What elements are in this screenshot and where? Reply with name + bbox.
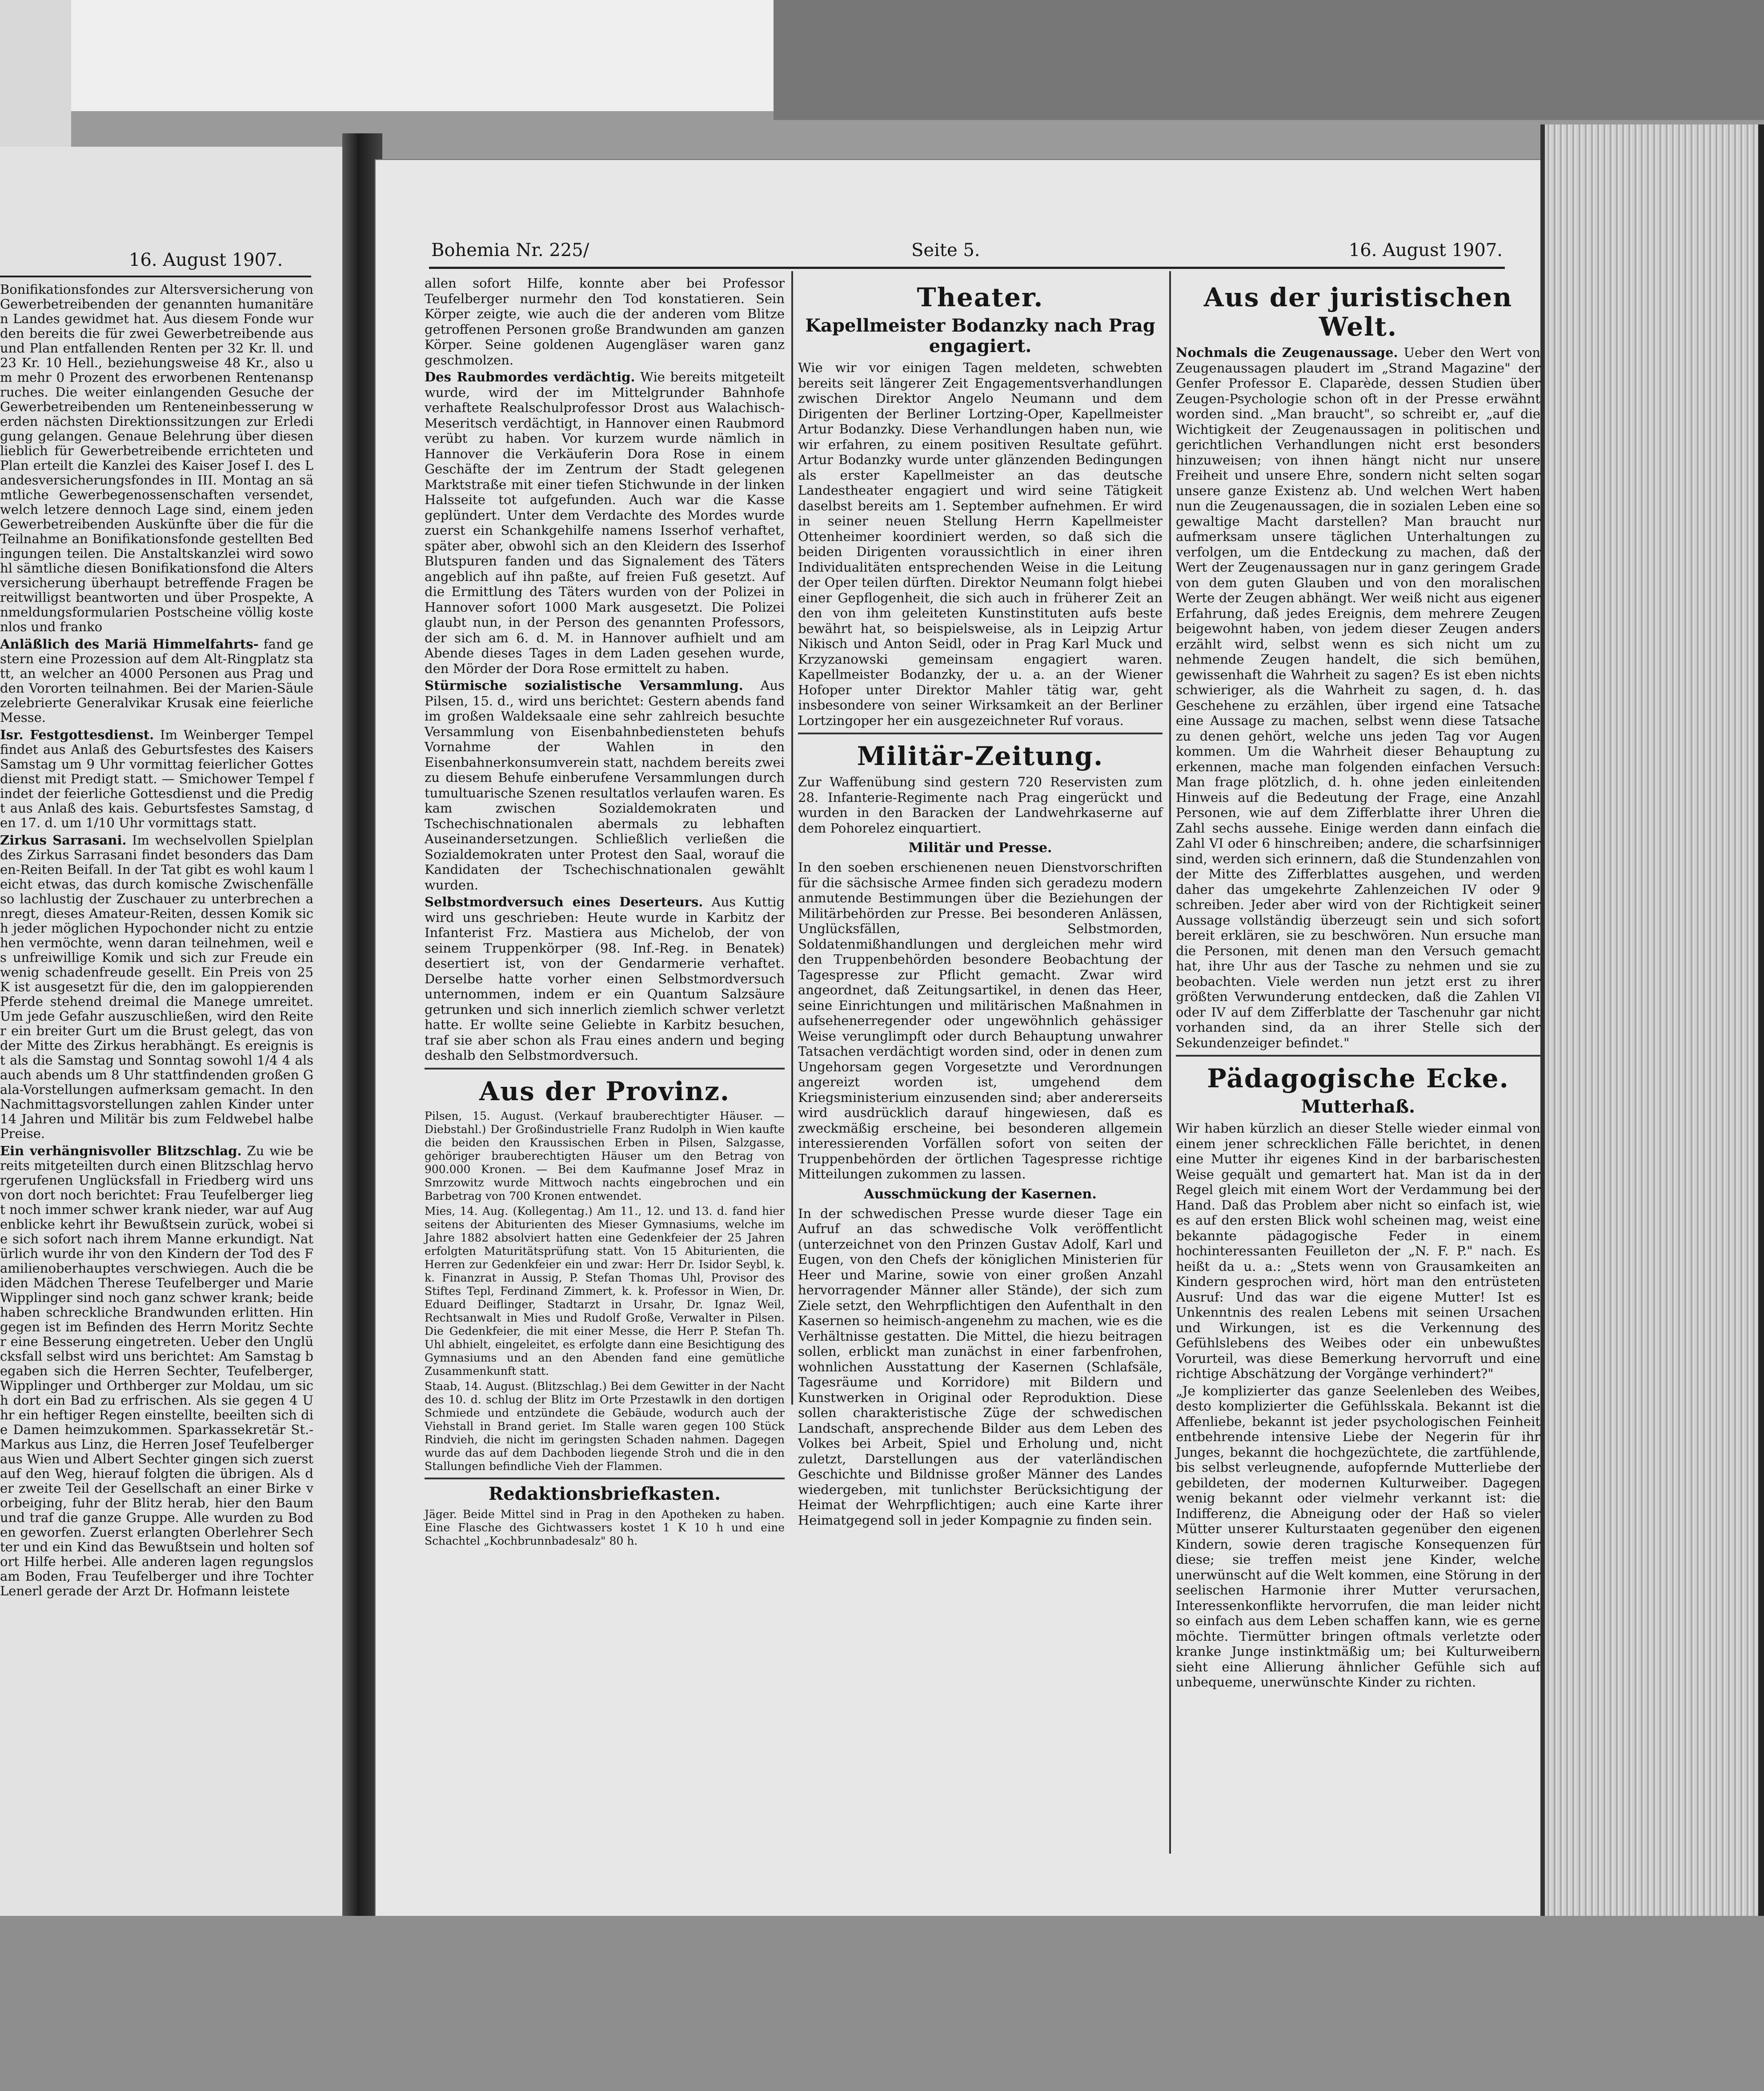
left-page xyxy=(0,147,349,1916)
section-heading: Redaktionsbriefkasten. xyxy=(488,1483,721,1504)
article: Wie wir vor einigen Tagen meldeten, schwebten bereits seit längerer Zeit Engagementsverhandlungen zwischen Direktor Angelo Neumann und dem Dirigenten der Berliner Lortzing-Oper, Kapellmeister Artur Bodanzky. Diese Verhandlungen haben nun, wie wir erfahren, zu einem positiven Resultate geführt. Artur Bodanzky wurde unter glänzenden Bedingungen als erster Kapellmeister an das deutsche Landestheater engagiert und wird seine Tätigkeit daselbst bereits am 1. September aufnehmen. Er wird in seiner neuen Stellung Herrn Kapellmeister Ottenheimer koordiniert werden, so daß sich die beiden Dirigenten voraussichtlich in einer ihren Individualitäten entsprechenden Weise in die Leitung der Oper teilen dürften. Direktor Neumann folgt hiebei einer Gepflogenheit, die sich auch in früherer Zeit an den von ihm geleiteten Kunstinstituten aufs beste bewährt hat, so beispielsweise, als in Leipzig Artur Nikisch und Anton Seidl, oder in Prag Karl Muck und Krzyzanowski gemeinsam engagiert waren. Kapellmeister Bodanzky, der u. a. an der Wiener Hofoper unter Direktor Mahler tätig war, geht insbesondere von seiner Wirksamkeit an der Berliner Lortzingoper her ein ausgezeichneter Ruf voraus. xyxy=(798,360,1163,728)
paragraph: Ein verhängnisvoller Blitzschlag. Zu wie bereits mitgeteilten durch einen Blitzschlag hervorgerufenen Unglücksfall in Friedberg wird uns von dort noch berichtet: Frau Teufelberger liegt noch immer schwer krank nieder, war auf Augenblicke kehrt ihr Bewußtsein zurück, wobei sie sich sofort nach ihrem Manne erkundigt. Natürlich wurde ihr von den Kindern der Tod des Familienoberhauptes verschwiegen. Auch die beiden Mädchen Therese Teufelberger und Marie Wipplinger sind noch ganz schwer krank; beide haben schreckliche Brandwunden erlitten. Hingegen ist im Befinden des Herrn Moritz Sechter eine Besserung eingetreten. Ueber den Unglücksfall selbst wird uns berichtet: Am Samstag begaben sich die Herren Sechter, Teufelberger, Wipplinger und Orthberger zur Moldau, um sich dort ein Bad zu erfrischen. Als sie gegen 4 Uhr ein heftiger Regen einstellte, beeilten sich die Damen heimzukommen. Sparkassekretär St.-Markus aus Linz, die Herren Josef Teufelberger aus Wien und Albert Sechter gingen sich zuerst auf den Weg, hierauf folgten die übrigen. Als der zweite Teil der Gesellschaft an einer Birke vorbeiging, fuhr der Blitz herab, hier den Baum und traf die ganze Gruppe. Alle wurden zu Boden geworfen. Zuerst erlangten Oberlehrer Sechter und ein Kind das Bewußtsein und holten sofort Hilfe herbei. Alle anderen lagen regungslos am Boden, Frau Teufelberger und ihre Tochter Lenerl gerade der Arzt Dr. Hofmann leistete xyxy=(0,1143,313,1598)
article: Staab, 14. August. (Blitzschlag.) Bei dem Gewitter in der Nacht des 10. d. schlug der Blitz im Orte Przestawlk in den dortigen Schmiede und entzündete die Gebäude, wodurch auch der Viehstall in Brand geriet. Im Stalle waren gegen 100 Stück Rindvieh, die nicht im geringsten Schaden nahmen. Dagegen wurde das auf dem Dachboden liegende Stroh und die in den Stallungen befindliche Vieh der Flammen. xyxy=(425,1379,785,1473)
article-heading: Nochmals die Zeugenaussage. xyxy=(1176,345,1398,360)
article-heading: Selbstmordversuch eines Deserteurs. xyxy=(425,894,703,909)
article-title: Ausschmückung der Kasernen. xyxy=(864,1186,1097,1202)
section-rule xyxy=(1176,1055,1540,1057)
article: Nochmals die Zeugenaussage. Ueber den Wert von Zeugenaussagen plaudert im „Strand Magazine" der Genfer Professor E. Claparède, dessen Studien über Zeugen-Psychologie schon oft in der Presse erwähnt worden sind. „Man braucht", so schreibt er, „auf die Wichtigkeit der Zeugenaussagen in politischen und gerichtlichen Verhandlungen nicht erst besonders hinzuweisen; von ihnen hängt nicht nur unsere Freiheit und unsere Ehre, sondern nicht selten sogar unsere ganze Existenz ab. Und welchen Wert haben nun die Zeugenaussagen, die in sozialen Leben eine so gewaltige Macht darstellen? Man braucht nur aufmerksam unsere täglichen Unterhaltungen zu verfolgen, um die Entdeckung zu machen, daß der Wert der Zeugenaussagen nur in ganz geringem Grade von dem guten Glauben und von den moralischen Werte der Zeugen abhängt. Wer weiß nicht aus eigener Erfahrung, daß jedes Ereignis, dem mehrere Zeugen beigewohnt haben, von jedem dieser Zeugen anders erzählt wird, selbst wenn es sich nicht um zu nehmende Zeugen handelt, die sich bemühen, gewissenhaft die Wahrheit zu sagen? Es ist eben nichts schwieriger, als die Wahrheit zu sagen, d. h. das Geschehene zu erzählen, über irgend eine Tatsache eine Aussage zu machen, selbst wenn diese Tatsache zu denen gehört, welche uns jeden Tag vor Augen kommen. Um die Wahrheit dieser Behauptung zu erkennen, mache man folgenden einfachen Versuch: Man frage plötzlich, d. h. ohne jeden einleitenden Hinweis auf die Bedeutung der Frage, eine Anzahl Personen, wie auf dem Zifferblatte ihrer Uhren die Zahl sechs aussehe. Einige werden dann einfach die Zahl VI oder 6 hinschreiben; andere, die scharfsinniger sind, werden sich erinnern, daß die Stundenzahlen von der Mitte des Zifferblattes ausgehen, und werden daher das umgekehrte Zahlenzeichen IV oder 9 schreiben. Jeder aber wird von der Richtigkeit seiner Aussage vollständig überzeugt sein und sich sofort bereit erklären, sie zu beschwören. Nun ersuche man die Personen, mit denen man den Versuch gemacht hat, ihre Uhr aus der Tasche zu nehmen und sie zu beobachten. Viele werden nun jetzt erst zu ihrer größten Verwunderung entdecken, daß die Zahlen VI oder IV auf dem Zifferblatte der Taschenuhr gar nicht vorhanden sind, da an ihrer Stelle sich der Sekundenzeiger befindet." xyxy=(1176,345,1540,1050)
section-heading: Aus der juristischen Welt. xyxy=(1203,282,1513,342)
left-page-column xyxy=(0,282,313,1601)
column-3 xyxy=(1176,276,1540,1692)
paragraph: Anläßlich des Mariä Himmelfahrts- fand gestern eine Prozession auf dem Alt-Ringplatz statt, an welcher an 4000 Personen aus Prag und den Vororten teilnahmen. Bei der Marien-Säule zelebrierte Generalvikar Krusak eine feierliche Messe. xyxy=(0,637,314,725)
column-1 xyxy=(425,276,785,1550)
article-title: Mutterhaß. xyxy=(1301,1096,1415,1117)
background xyxy=(71,0,774,111)
section-rule xyxy=(425,1068,785,1070)
article-title: Kapellmeister Bodanzky nach Prag engagiert. xyxy=(805,315,1155,357)
article: Jäger. Beide Mittel sind in Prag in den Apotheken zu haben. Eine Flasche des Gichtwassers kostet 1 K 10 h und eine Schachtel „Kochbrunnbadesalz" 80 h. xyxy=(425,1507,785,1547)
newspaper-page xyxy=(376,160,1540,1947)
header-rule xyxy=(429,267,1505,269)
book-page-edges xyxy=(1540,124,1764,1947)
article: „Je komplizierter das ganze Seelenleben des Weibes, desto komplizierter die Gefühlsskala. Bekannt ist die Affenliebe, bekannt ist jeder psychologischen Feinheit entbehrende intensive Liebe der Negerin für ihr Junges, bekannt die hochgezüchtete, die zartfühlende, bis selbst verleugnende, aufopfernde Mutterliebe der gebildeten, der modernen Kulturweiber. Dagegen wenig bekannt oder vielmehr verkannt ist: die Indifferenz, die Abneigung oder der Haß so vieler Mütter unserer Kulturstaaten gegenüber den eigenen Kindern, sowie deren tragische Konsequenzen für diese; sie treffen meist jene Kinder, welche unerwünscht auf die Welt kommen, eine Störung in der seelischen Harmonie ihrer Mutter verursachen, Interessenkonflikte hervorrufen, die man leider nicht so einfach aus dem Leben schaffen kann, wie es gerne möchte. Tiermütter bringen oftmals verletzte oder kranke Junge instinktmäßig um; bei Kulturweibern sieht eine Allierung ähnlicher Gefühle sich auf unbequeme, unerwünschte Kinder zu richten. xyxy=(1176,1383,1540,1690)
section-rule xyxy=(798,733,1163,734)
left-page-date: 16. August 1907. xyxy=(129,250,283,270)
section-heading: Pädagogische Ecke. xyxy=(1207,1063,1509,1094)
article: Zur Waffenübung sind gestern 720 Reservisten zum 28. Infanterie-Regimente nach Prag eingerückt und wurden in den Baracken der Landwehrkaserne auf dem Pohorelez einquartiert. xyxy=(798,774,1163,836)
paragraph: Zirkus Sarrasani. Im wechselvollen Spielplan des Zirkus Sarrasani findet besonders das Damen-Reiten Beifall. In der Tat gibt es wohl kaum leicht etwas, das durch komische Zwischenfälle so lachlustig der Zuschauer zu unterbrechen anregt, dieses Amateur-Reiten, dessen Komik sich jeder möglichen Hypochonder nicht zu entziehen vermöchte, wenn daran teilnehmen, weil es unfreiwillige Komik und sich zur Freude ein wenig schadenfreude gesellt. Ein Preis von 25 K ist ausgesetzt für die, den im galoppierenden Pferde stehend dreimal die Manege umreitet. Um jede Gefahr auszuschließen, wird den Reiter ein breiter Gurt um die Brust gelegt, das von der Mitte des Zirkus herabhängt. Es ereignis ist als die Samstag und Sonntag sowohl 1/4 4 als auch abends um 8 Uhr stattfindenden großen Gala-Vorstellungen aufmerksam gemacht. In den Nachmittagsvorstellungen zahlen Kinder unter 14 Jahren und Militär bis zum Feldwebel halbe Preise. xyxy=(0,833,314,1141)
column-2 xyxy=(798,276,1163,1530)
section-heading: Aus der Provinz. xyxy=(479,1076,730,1106)
header-rule xyxy=(0,276,311,277)
article: Mies, 14. Aug. (Kollegentag.) Am 11., 12. und 13. d. fand hier seitens der Abiturienten des Mieser Gymnasiums, welche im Jahre 1882 absolviert hatten eine Gedenkfeier der 25 Jahren erfolgten Maturitätsprüfung statt. Von 15 Abiturienten, die Herren zur Gedenkfeier ein und zwar: Herr Dr. Isidor Seybl, k. k. Finanzrat in Aussig, P. Stefan Thomas Uhl, Provisor des Stiftes Tepl, Ferdinand Zimmert, k. k. Professor in Wien, Dr. Eduard Deiflinger, Stadtarzt in Ursahr, Dr. Ignaz Weil, Rechtsanwalt in Mies und Rudolf Große, Verwalter in Pilsen. Die Gedenkfeier, die mit einer Messe, die Herr P. Stefan Th. Uhl abhielt, eingeleitet, es erfolgte dann eine Besichtigung des Gymnasiums und an den Abenden fand eine gemütliche Zusammenkunft statt. xyxy=(425,1204,785,1378)
page-date: 16. August 1907. xyxy=(1348,240,1503,260)
background xyxy=(0,1916,1764,2091)
article: Wir haben kürzlich an dieser Stelle wieder einmal von einem jener schrecklichen Fälle berichtet, in denen eine Mutter ihr eigenes Kind in der barbarischesten Weise gequält und gemartert hat. Man ist da in der Regel gleich mit einem Wort der Verdammung bei der Hand. Daß das Problem aber nicht so einfach ist, wie es auf den ersten Blick wohl scheinen mag, weist eine bekannte pädagogische Feder in einem hochinteressanten Feuilleton der „N. F. P." nach. Es heißt da u. a.: „Stets wenn von Grausamkeiten an Kindern gesprochen wird, hört man den entrüsteten Ausruf: Und das war die eigene Mutter! Ist es Unkenntnis des realen Lebens mit seinen Ursachen und Wirkungen, ist es die Verkennung des Gefühlslebens des Weibes oder ein unbewußtes Vorurteil, was diese Bemerkung hervorruft und eine richtige Abschätzung der Vorgänge verhindert?" xyxy=(1176,1121,1540,1381)
section-rule xyxy=(425,1478,785,1479)
paragraph: Bonifikationsfondes zur Altersversicherung von Gewerbetreibenden der genannten humanitären Landes gewidmet hat. Aus diesem Fonde wurden bereits die für zwei Gewerbetreibende aus und Plan entfallenden Renten per 32 Kr. ll. und 23 Kr. 10 Hell., beziehungsweise 48 Kr., also um mehr 0 Prozent des erworbenen Rentenanspruches. Die weiter einlangenden Gesuche der Gewerbetreibenden um Renteneinbesserung werden nächsten Direktionssitzungen zur Erledigung gelangen. Genaue Belehrung über diesen lieblich für Gewerbetreibende errichteten und Plan erteilt die Kanzlei des Kaiser Josef I. des Landesversicherungsfondes in III. Montag an sämtliche Gewerbegenossenschaften versendet, welch letzere dennoch Lage sind, einem jeden Gewerbetreibenden Auskünfte über die für die Teilnahme an Bonifikationsfonde gestellten Bedingungen teilen. Die Anstaltskanzlei wird sowohl sämtliche diesen Bonifikationsfond die Altersversicherung überhaupt betreffende Fragen bereitwilligst beantworten und über Prospekte, Anmeldungsformularien Postscheine völlig kostenlos und franko xyxy=(0,282,313,634)
article: In der schwedischen Presse wurde dieser Tage ein Aufruf an das schwedische Volk veröffentlicht (unterzeichnet von den Prinzen Gustav Adolf, Karl und Eugen, von den Chefs der königlichen Ministerien für Heer und Marine, sowie von einer großen Anzahl hervorragender Männer aller Stände), der sich zum Ziele setzt, den Wehrpflichtigen den Aufenthalt in den Kasernen so heimisch-angenehm zu machen, wie es die Verhältnisse gestatten. Die Mittel, die hiezu beitragen sollen, erblickt man zunächst in einer farbenfrohen, wohnlichen Ausstattung der Kasernen (Schlafsäle, Tagesräume und Korridore) mit Bildern und Kunstwerken in Original oder Reproduktion. Diese sollen charakteristische Züge der schwedischen Landschaft, ansprechende Bilder aus dem Leben des Volkes bei Arbeit, Spiel und Erholung und, nicht zuletzt, Darstellungen aus der vaterländischen Geschichte und Bildnisse großer Männer des Landes wiedergeben, mit tunlichster Berücksichtigung der Heimat der Wehrpflichtigen; auch eine Karte ihrer Heimatgegend soll in jeder Kompagnie zu finden sein. xyxy=(798,1206,1163,1528)
article: In den soeben erschienenen neuen Dienstvorschriften für die sächsische Armee finden sich geradezu modern anmutende Bestimmungen über die Beziehungen der Militärbehörden zur Presse. Bei besonderen Anlässen, Unglücksfällen, Selbstmorden, Soldatenmißhandlungen und dergleichen mehr wird den Truppenbehörden besondere Beobachtung der Tagespresse zur Pflicht gemacht. Zwar wird angeordnet, daß Zeitungsartikel, in denen das Heer, seine Einrichtungen und militärischen Maßnahmen in aufsehenerregender oder ungewöhnlich gehässiger Weise verunglimpft oder durch Behauptung unwahrer Tatsachen verdächtigt worden sind, oder in denen zum Ungehorsam gegen Vorgesetzte und Verordnungen angereizt worden ist, umgehend dem Kriegsministerium einzusenden sind; aber andererseits wird ausdrücklich darauf hingewiesen, daß es zweckmäßig erscheine, bei besonderen allgemein interessierenden Vorfällen sofort von seiten der Truppenbehörden der örtlichen Tagespresse richtige Mitteilungen zukommen zu lassen. xyxy=(798,860,1163,1182)
page-number: Seite 5. xyxy=(911,240,980,260)
column-rule xyxy=(791,271,793,1405)
article-heading: Stürmische sozialistische Versammlung. xyxy=(425,678,743,693)
section-heading: Militär-Zeitung. xyxy=(857,741,1104,771)
newspaper-issue: Bohemia Nr. 225/ xyxy=(431,240,589,260)
paragraph: Isr. Festgottesdienst. Im Weinberger Tempel findet aus Anlaß des Geburtsfestes des Kaisers Samstag um 9 Uhr vormittag feierlicher Gottesdienst mit Predigt statt. — Smichower Tempel findet der feierliche Gottesdienst und die Predigt aus Anlaß des kais. Geburtsfestes Samstag, den 17. d. um 1/10 Uhr vormittags statt. xyxy=(0,727,313,830)
article-title: Militär und Presse. xyxy=(908,840,1052,856)
section-heading: Theater. xyxy=(917,282,1044,312)
paragraph: allen sofort Hilfe, konnte aber bei Professor Teufelberger nurmehr den Tod konstatieren. Sein Körper zeigte, wie auch die der anderen vom Blitze getroffenen Personen große Brandwunden am ganzen Körper. Seine goldenen Augengläser waren ganz geschmolzen. xyxy=(425,276,785,368)
article: Stürmische sozialistische Versammlung. Aus Pilsen, 15. d., wird uns berichtet: Gestern abends fand im großen Waldeksaale eine sehr zahlreich besuchte Versammlung von Eisenbahnbediensteten behufs Vornahme der Wahlen in den Eisenbahnerkonsumverein statt, nachdem bereits zwei zu diesem Behufe einberufene Versammlungen durch tumultuarische Szenen resultatlos verlaufen waren. Es kam zwischen Sozialdemokraten und Tschechischnationalen abermals zu lebhaften Auseinandersetzungen. Schließlich verließen die Sozialdemokraten unter Protest den Saal, worauf die Kandidaten der Tschechischnationalen gewählt wurden. xyxy=(425,678,785,893)
page-header xyxy=(431,240,1503,264)
column-rule xyxy=(1169,271,1171,1854)
background xyxy=(774,0,1764,120)
article-heading: Des Raubmordes verdächtig. xyxy=(425,369,635,385)
article: Selbstmordversuch eines Deserteurs. Aus Kuttig wird uns geschrieben: Heute wurde in Karbitz der Infanterist Frz. Mastiera aus Michelob, der von seinem Truppenkörper (98. Inf.-Reg. in Benatek) desertiert ist, von der Gendarmerie verhaftet. Derselbe hatte vorher einen Selbstmordversuch unternommen, indem er ein Quantum Salzsäure getrunken und sich innerlich ziemlich schwer verletzt hatte. Er wollte seine Geliebte in Karbitz besuchen, traf sie aber schon als Frau eines andern und beging deshalb den Selbstmordversuch. xyxy=(425,894,785,1063)
article: Pilsen, 15. August. (Verkauf brauberechtigter Häuser. — Diebstahl.) Der Großindustrielle Franz Rudolph in Wien kaufte die beiden den Kraussischen Erben in Pilsen, Salzgasse, gehöriger brauberechtigten Häuser um den Betrag von 900.000 Kronen. — Bei dem Kaufmanne Josef Mraz in Smrzowitz wurde Mittwoch nachts eingebrochen und ein Barbetrag von 700 Kronen entwendet. xyxy=(425,1109,785,1202)
article: Des Raubmordes verdächtig. Wie bereits mitgeteilt wurde, wird der im Mittelgrunder Bahnhofe verhaftete Realschulprofessor Drost aus Walachisch-Meseritsch verdächtigt, in Hannover einen Raubmord verübt zu haben. Vor kurzem wurde nämlich in Hannover die Verkäuferin Dora Rose in einem Geschäfte der im Zentrum der Stadt gelegenen Marktstraße mit einer tiefen Stichwunde in der linken Halsseite tot aufgefunden. Auch war die Kasse geplündert. Unter dem Verdachte des Mordes wurde zuerst ein Schankgehilfe namens Isserhof verhaftet, später aber, obwohl sich an den Kleidern des Isserhof Blutspuren fanden und das Signalement des Täters angeblich auf ihn paßte, auf freien Fuß gesetzt. Auf die Ermittlung des Täters wurden von der Polizei in Hannover sofort 1000 Mark ausgesetzt. Die Polizei glaubt nun, in der Person des genannten Professors, der sich am 6. d. M. in Hannover aufhielt und am Abende dieses Tages in dem Laden gesehen wurde, den Mörder der Dora Rose ermittelt zu haben. xyxy=(425,369,785,676)
